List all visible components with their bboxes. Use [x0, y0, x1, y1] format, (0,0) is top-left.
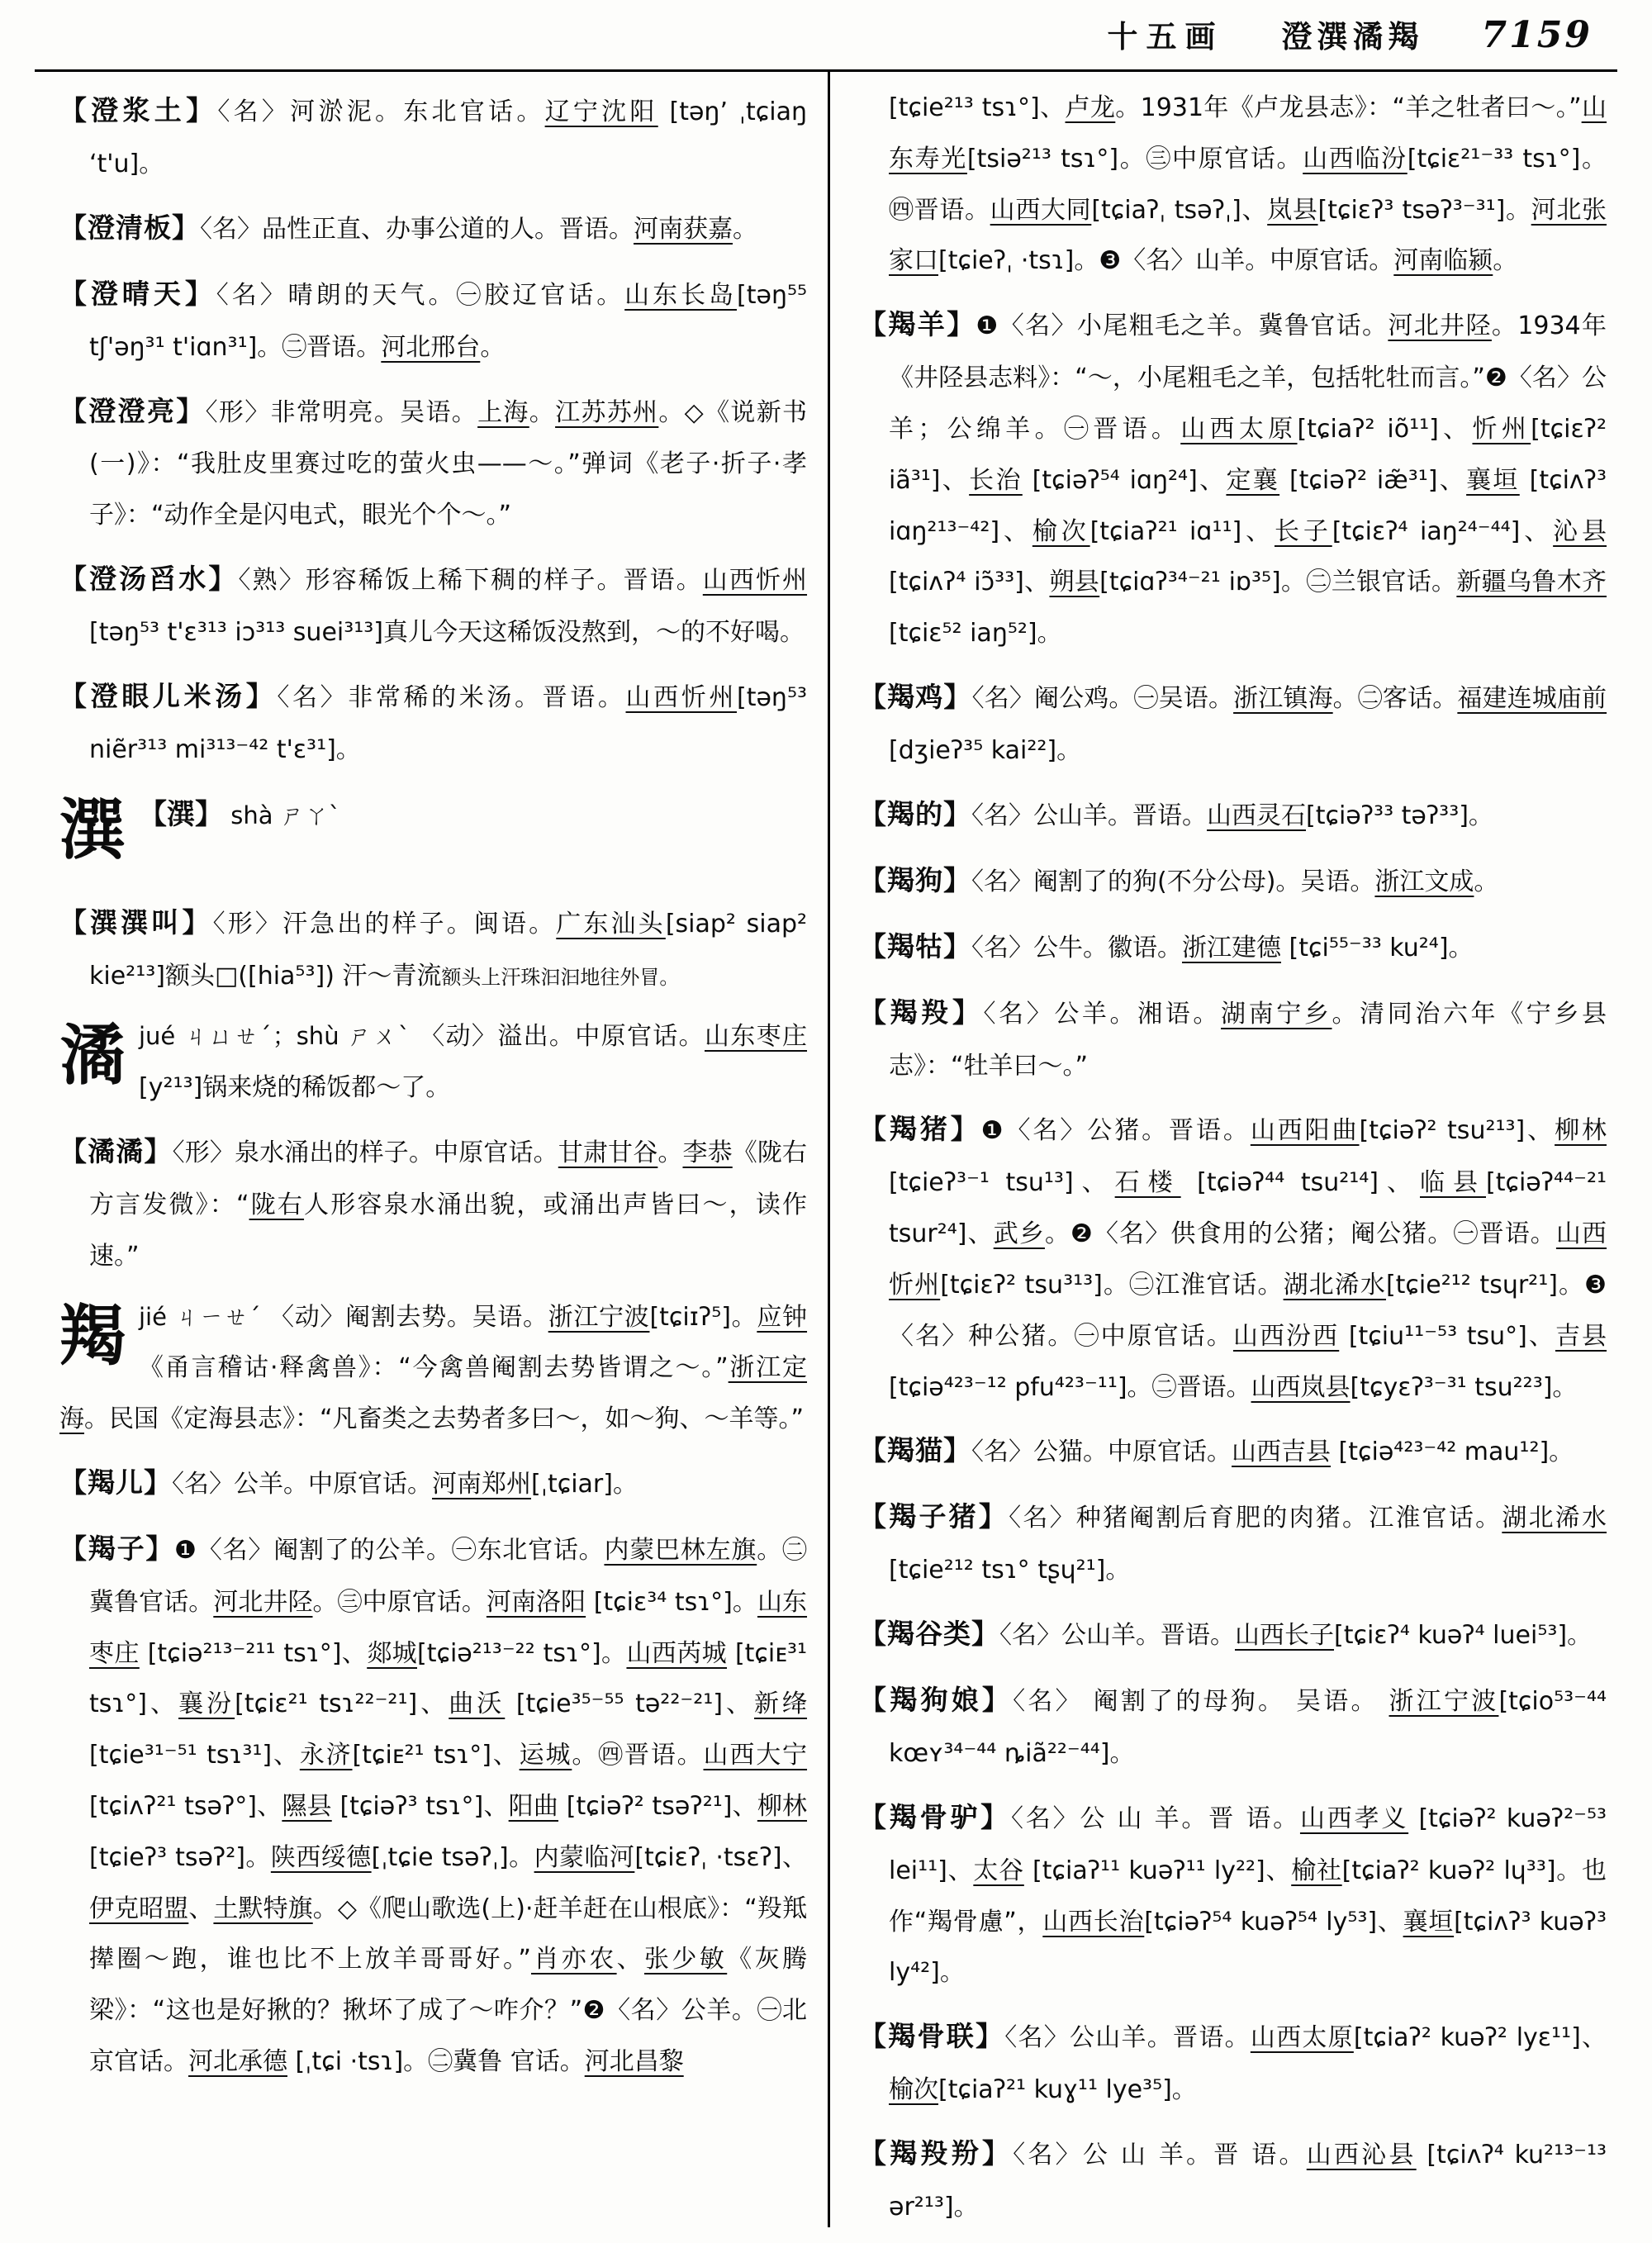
- entry-text: [tɕiɛʔ² tsu³¹³]。㊁江淮官话。: [940, 1270, 1284, 1300]
- entry-text: 〈名〉公山羊。晋语。: [971, 801, 1207, 830]
- proper-noun: 山西岚县: [1251, 1372, 1351, 1402]
- proper-noun: 甘肃甘谷: [558, 1138, 658, 1167]
- proper-noun: 土默特旗: [213, 1894, 313, 1923]
- proper-noun: 山西忻州: [625, 682, 737, 712]
- entry-text: 。: [529, 397, 556, 427]
- entry-text: 。民国《定海县志》：“凡畜类之去势者多曰～，如～狗、～羊等。”: [84, 1404, 805, 1434]
- proper-noun: 广东汕头: [556, 909, 666, 939]
- entry-text: [tɕie²¹³ tsɿ°]、: [889, 93, 1066, 122]
- entry-text: 。㊃晋语。: [572, 1741, 704, 1770]
- proper-noun: 山西太原: [1180, 414, 1298, 444]
- entry-text: [tɕiaʔ² kuəʔ² lɥ³³]。也作“羯骨慮”，: [889, 1856, 1607, 1936]
- proper-noun: 忻州: [1472, 414, 1531, 444]
- entry-text: [tɕiu¹¹⁻⁵³ tsu°]、: [1339, 1321, 1555, 1351]
- dictionary-entry: [859, 786, 1607, 843]
- proper-noun: 永济: [299, 1741, 353, 1770]
- entry-text: [tɕiɪʔ⁵]。: [649, 1302, 757, 1332]
- column-divider-rule: [828, 71, 830, 2227]
- dictionary-entry: [59, 668, 807, 776]
- headword: 【羯骨驴】: [859, 1800, 1011, 1833]
- proper-noun: 柳林: [757, 1792, 808, 1822]
- proper-noun: 陕西绥德: [270, 1842, 372, 1872]
- proper-noun: 河南获嘉: [634, 214, 733, 244]
- head-character-entry: [59, 1292, 807, 1445]
- proper-noun: 河南郑州: [432, 1469, 531, 1499]
- entry-text: [tɕiᴇ²¹ tsɿ°]、: [352, 1741, 520, 1770]
- entry-text: [tɕiɑʔ³⁴⁻²¹ iɒ³⁵]。㊁兰银官话。: [1099, 568, 1457, 597]
- entry-text: [tɕiəʔ² tsu²¹³]、: [1359, 1116, 1555, 1146]
- dictionary-entry: [59, 383, 807, 542]
- entry-text: 。1934年《井陉县志料》：“～，小尾粗毛之羊，包括牝牡而言。”❷〈名〉公羊；公绵羊。㊀晋语。: [889, 311, 1607, 444]
- headword: 【羯狗】: [859, 863, 971, 896]
- entry-text: [tɕiɛ²¹⁻³³ tsɿ°]。㊃晋语。: [889, 144, 1607, 225]
- proper-noun: 沁县: [1553, 516, 1607, 546]
- entry-text: [tɕie²¹² tsɿ° tʂɥ²¹]。: [889, 1556, 1131, 1585]
- entry-text: [tɕyɛʔ³⁻³¹ tsu²²³]。: [1350, 1372, 1578, 1402]
- proper-noun: 运城: [519, 1741, 572, 1770]
- entry-text: [təŋ⁵⁵ tʃ'əŋ³¹ t'iɑn³¹]。㊁晋语。: [89, 280, 808, 362]
- entry-text: 〈名〉品性正直、办事公道的人。晋语。: [200, 214, 634, 244]
- entry-text: [tɕiə²¹³⁻²² tsɿ°]。: [417, 1638, 627, 1668]
- header-rule: [35, 69, 1617, 72]
- dictionary-entry: [859, 985, 1607, 1092]
- page-number: 7159: [1481, 14, 1593, 56]
- entry-text: 〈形〉泉水涌出的样子。中原官话。: [172, 1138, 558, 1167]
- entry-text: 《灰腾梁》：“这也是好揪的？揪坏了成了～咋介？”❷〈名〉公羊。㊀北京官话。: [89, 1945, 808, 2077]
- headword: 【羯猫】: [859, 1434, 971, 1467]
- dictionary-entry: [859, 83, 1607, 287]
- proper-noun: 榆次: [1032, 516, 1090, 546]
- proper-noun: 浙江建德: [1182, 933, 1281, 962]
- entry-text: [ˌtɕie tsəʔˌ]。: [371, 1842, 534, 1872]
- headword: 【羯骨联】: [859, 2020, 1005, 2053]
- proper-noun: 山西灵石: [1207, 801, 1306, 830]
- entry-text: 〈名〉河淤泥。东北官话。: [217, 97, 545, 126]
- proper-noun: 湖北浠水: [1283, 1270, 1386, 1300]
- headword: 【羯子猪】: [859, 1500, 1009, 1533]
- entry-text: 。㊁冀鲁官话。: [89, 1535, 807, 1617]
- proper-noun: 隰县: [282, 1792, 332, 1822]
- entry-text: [tɕiəʔ⁵⁴ iɑŋ²⁴]、: [1022, 465, 1227, 495]
- proper-noun: 浙江镇海: [1233, 683, 1333, 713]
- entry-text: 。: [733, 214, 757, 244]
- proper-noun: 山西吉县: [1232, 1438, 1331, 1467]
- entry-text: [tɕieʔˌ ·tsɿ]。❸〈名〉山羊。中原官话。: [938, 246, 1394, 276]
- entry-text: [tɕiɛʔ⁴ iaŋ²⁴⁻⁴⁴]、: [1332, 516, 1554, 546]
- entry-text: 〈名〉公羊。中原官话。: [172, 1469, 432, 1499]
- entry-text: 〈形〉汗急出的样子。闽语。: [212, 909, 557, 939]
- headword: 【羯羖羒】: [859, 2136, 1014, 2169]
- entry-text: 。◇《爬山歌选(上)·赶羊赶在山根底》：“羖羝撵圈～跑，谁也比不上放羊哥哥好。”: [89, 1894, 808, 1975]
- headword: 【羯牯】: [859, 929, 971, 962]
- entry-text: [tɕiəʔ³³ təʔ³³]。: [1306, 801, 1493, 830]
- proper-noun: 浙江宁波: [1389, 1687, 1499, 1717]
- entry-text: 〈动〉阉割去势。吴语。: [269, 1302, 548, 1332]
- dictionary-entry: [859, 1672, 1607, 1780]
- entry-text: [tɕiəʔ⁴⁴ tsu²¹⁴]、: [1180, 1168, 1420, 1198]
- headword: 【羯猪】: [859, 1113, 981, 1146]
- proper-noun: 河北张家口: [889, 195, 1607, 276]
- entry-text: [tɕi⁵⁵⁻³³ ku²⁴]。: [1281, 933, 1474, 962]
- dictionary-entry: [859, 1423, 1607, 1479]
- proper-noun: 浙江定海: [59, 1353, 808, 1434]
- entry-text: 、: [616, 1945, 644, 1975]
- dictionary-entry: [859, 1101, 1607, 1413]
- headword: 【羯子】: [59, 1532, 175, 1565]
- proper-noun: 李恭: [682, 1138, 733, 1167]
- entry-text: [tɕiaʔˌ tsəʔˌ]、: [1091, 195, 1268, 225]
- dictionary-entry: [859, 919, 1607, 975]
- column-left: [59, 83, 807, 2098]
- proper-noun: 长子: [1274, 516, 1332, 546]
- proper-noun: 江苏苏州: [555, 397, 659, 427]
- entry-text: [tɕiəʔ² kuəʔ²⁻⁵³ lei¹¹]、: [889, 1803, 1607, 1885]
- entry-text: 。❷〈名〉供食用的公猪；阉公猪。㊀晋语。: [1044, 1219, 1556, 1249]
- proper-noun: 肖亦农: [530, 1945, 617, 1975]
- head-character-entry: [59, 786, 807, 885]
- dictionary-entry: [59, 266, 807, 373]
- head-character: 羯: [59, 1297, 126, 1375]
- proper-noun: 襄垣: [1466, 465, 1520, 495]
- proper-noun: 河南临颍: [1393, 246, 1493, 276]
- entry-text: 〈名〉公 山 羊。晋 语。: [1013, 2140, 1307, 2169]
- dictionary-entry: [59, 551, 807, 658]
- proper-noun: 山西太原: [1250, 2023, 1354, 2053]
- entry-text: [tsiə²¹³ tsɿ°]。㊂中原官话。: [966, 144, 1303, 173]
- entry-text: [tɕiɛʔ² iã³¹]、: [889, 414, 1607, 495]
- proper-noun: 曲沃: [449, 1689, 506, 1719]
- proper-noun: 卢龙: [1065, 93, 1116, 122]
- entry-text: [təŋ⁵³ t'ɛ³¹³ iɔ³¹³ suei³¹³]真儿今天这稀饭没熬到，～的不好喝。: [89, 618, 805, 648]
- proper-noun: 武乡: [993, 1219, 1045, 1249]
- proper-noun: 山西孝义: [1299, 1803, 1409, 1833]
- headword: 【羯羊】: [859, 308, 976, 341]
- entry-text: [tɕio⁵³⁻⁴⁴ kœʏ³⁴⁻⁴⁴ ȵiã²²⁻⁴⁴]。: [889, 1687, 1607, 1768]
- entry-text: [tɕiəʔ⁴⁴⁻²¹ tsur²⁴]、: [889, 1168, 1607, 1249]
- entry-text: 〈名〉公 山 羊。晋 语。: [1010, 1803, 1300, 1833]
- entry-text: [tɕiɛ⁵² iaŋ⁵²]。: [889, 619, 1062, 649]
- proper-noun: 岚县: [1267, 195, 1318, 225]
- entry-text: [dʒieʔ³⁵ kai²²]。: [889, 735, 1082, 765]
- entry-text: 《陇右方言发微》：“: [89, 1138, 808, 1219]
- entry-text: 〈名〉种猪阉割后育肥的肉猪。江淮官话。: [1009, 1504, 1502, 1533]
- entry-text: 。㊂中原官话。: [312, 1587, 487, 1617]
- proper-noun: 内蒙巴林左旗: [604, 1535, 757, 1565]
- head-character-entry: [59, 1011, 807, 1114]
- entry-text: jié ㄐㄧㄝˊ: [139, 1302, 270, 1331]
- entry-text: 【潠】: [139, 797, 223, 831]
- proper-noun: 山西长子: [1235, 1621, 1334, 1651]
- proper-noun: 山西大同: [990, 195, 1092, 225]
- entry-text: [tɕiɛʔ³ tsəʔ³⁻³¹]。: [1317, 195, 1531, 225]
- entry-text: [tɕie³¹⁻⁵¹ tsɿ³¹]、: [89, 1741, 300, 1770]
- entry-text: [siap² siap² kie²¹³]额头□([hia⁵³]) 汗～青流: [89, 909, 808, 991]
- entry-text: 〈名〉阉公鸡。㊀吴语。: [971, 683, 1234, 713]
- entry-text: 。: [1474, 867, 1499, 896]
- proper-noun: 山东枣庄: [704, 1022, 808, 1052]
- entry-text: [tɕiʌʔ⁴ iɔ̃³³]、: [889, 568, 1050, 597]
- headword: 【羯的】: [859, 797, 971, 830]
- entry-text: 额头上汗珠汩汩地往外冒。: [441, 965, 680, 989]
- proper-noun: 郯城: [367, 1638, 417, 1668]
- entry-text: [tɕiɛ³⁴ tsɿ°]。: [586, 1587, 757, 1617]
- proper-noun: 山东枣庄: [89, 1587, 808, 1668]
- entry-text: [tɕiaʔ²¹ kuɣ¹¹ lye³⁵]。: [938, 2075, 1197, 2105]
- dictionary-entry: [859, 1489, 1607, 1596]
- proper-noun: 山西长治: [1042, 1907, 1145, 1936]
- entry-text: [tɕiəʔ² tsəʔ²¹]、: [558, 1792, 757, 1822]
- headword: 【羯狗娘】: [859, 1684, 1014, 1717]
- proper-noun: 山西大宁: [703, 1741, 808, 1770]
- entry-text: [ˌtɕiar]。: [531, 1469, 638, 1499]
- head-character: 潏: [59, 1017, 126, 1095]
- entry-text: [tɕiɛʔˌ ·tsɛʔ]、: [634, 1842, 807, 1872]
- proper-noun: 山东寿光: [889, 93, 1607, 173]
- entry-text: 。: [1493, 246, 1518, 276]
- proper-noun: 阳曲: [508, 1792, 559, 1822]
- entry-text: [tɕiəʔ² iæ̃³¹]、: [1279, 465, 1467, 495]
- proper-noun: 定襄: [1226, 465, 1280, 495]
- proper-noun: 山西临汾: [1303, 144, 1408, 173]
- headword: 【澄眼儿米汤】: [59, 679, 278, 712]
- proper-noun: 福建连城庙前: [1457, 683, 1607, 713]
- entry-text: [təŋʼ ˌtɕiaŋ ʻt'u]。: [89, 97, 808, 178]
- entry-text: 〈名〉阉割了的狗(不分公母)。吴语。: [971, 867, 1375, 896]
- headword: 【羯鸡】: [859, 680, 972, 713]
- stroke-section-label: 十五画: [1107, 19, 1224, 55]
- entry-text: 〈名〉公羊。湘语。: [983, 999, 1222, 1029]
- entry-text: [tɕie³⁵⁻⁵⁵ tə²²⁻²¹]、: [505, 1689, 754, 1719]
- entry-text: [tɕiə⁴²³⁻¹² pfu⁴²³⁻¹¹]。㊁晋语。: [889, 1372, 1251, 1402]
- page-header: [743, 12, 1593, 56]
- proper-noun: 河北昌黎: [584, 2047, 684, 2077]
- proper-noun: 伊克昭盟: [89, 1894, 189, 1923]
- headword: 【澄汤舀水】: [59, 563, 239, 596]
- entry-text: [ˌtɕi ·tsɿ]。㊁冀鲁 官话。: [287, 2047, 585, 2077]
- entry-text: 〈名〉公猫。中原官话。: [971, 1438, 1232, 1467]
- proper-noun: 陇右: [249, 1190, 305, 1219]
- entry-text: [tɕiaʔ² kuəʔ² lyɛ¹¹]、: [1353, 2023, 1607, 2053]
- headword: 【澄清板】: [59, 211, 200, 244]
- entry-text: [tɕiʌʔ³ iɑŋ²¹³⁻⁴²]、: [889, 465, 1607, 546]
- proper-noun: 河北井陉: [1388, 311, 1492, 341]
- entry-text: 人形容泉水涌出貌，或涌出声皆曰～，读作速。”: [89, 1190, 808, 1271]
- entry-text: shà ㄕㄚˋ: [223, 801, 341, 829]
- entry-text: 〈名〉公牛。徽语。: [971, 933, 1182, 962]
- proper-noun: 榆社: [1291, 1856, 1342, 1885]
- entry-text: 《甬言稽诂·释禽兽》：“今禽兽阉割去势皆谓之～。”: [139, 1353, 729, 1383]
- headword: 【澄浆土】: [59, 94, 218, 126]
- entry-text: [tɕiʌʔ⁴ ku²¹³⁻¹³ ər²¹³]。: [889, 2140, 1607, 2222]
- proper-noun: 吉县: [1555, 1321, 1607, 1351]
- entry-text: [tɕie²¹² tsɥr²¹]。❸〈名〉种公猪。㊀中原官话。: [889, 1270, 1607, 1351]
- proper-noun: 山西忻州: [702, 566, 808, 596]
- entry-text: 〈名〉晴朗的天气。㊀胶辽官话。: [216, 280, 625, 310]
- proper-noun: 辽宁沈阳: [544, 97, 658, 126]
- proper-noun: 内蒙临河: [534, 1842, 635, 1872]
- entry-text: 〈名〉公山羊。晋语。: [999, 1621, 1235, 1651]
- dictionary-entry: [59, 1455, 807, 1511]
- entry-text: 〈名〉非常稀的米汤。晋语。: [277, 682, 626, 712]
- proper-noun: 襄汾: [178, 1689, 235, 1719]
- dictionary-entry: [59, 200, 807, 256]
- proper-noun: 新疆乌鲁木齐: [1456, 568, 1607, 597]
- proper-noun: 山西沁县: [1306, 2140, 1417, 2169]
- dictionary-entry: [859, 2126, 1607, 2233]
- proper-noun: 应钟: [757, 1302, 808, 1332]
- dictionary-entry: [59, 895, 807, 1002]
- proper-noun: 河南洛阳: [486, 1587, 586, 1617]
- entry-text: 、: [188, 1894, 214, 1923]
- proper-noun: 山西阳曲: [1250, 1116, 1360, 1146]
- entry-text: 。: [657, 1138, 683, 1167]
- proper-noun: 新绛: [754, 1689, 808, 1719]
- entry-text: [tɕiə⁴²³⁻⁴² mau¹²]。: [1331, 1438, 1574, 1467]
- proper-noun: 浙江宁波: [548, 1302, 650, 1332]
- entry-text: 。清同治六年《宁乡县志》：“牡羊曰～。”: [889, 999, 1607, 1081]
- entry-text: ❶〈名〉阉割了的公羊。㊀东北官话。: [174, 1535, 605, 1565]
- entry-text: ❶〈名〉小尾粗毛之羊。冀鲁官话。: [976, 311, 1389, 341]
- entry-text: [tɕiʌʔ²¹ tsəʔ°]、: [89, 1792, 282, 1822]
- proper-noun: 榆次: [889, 2075, 938, 2105]
- entry-text: jué ㄐㄩㄝˊ；shù ㄕㄨˋ: [139, 1022, 420, 1051]
- proper-noun: 河北邢台: [381, 332, 481, 362]
- entry-text: 〈形〉非常明亮。吴语。: [205, 397, 478, 427]
- entry-text: 〈熟〉形容稀饭上稀下稠的样子。晋语。: [238, 566, 703, 596]
- proper-noun: 山西芮城: [626, 1638, 728, 1668]
- head-characters-label: 澄潠潏羯: [1281, 19, 1424, 55]
- entry-text: 。: [480, 332, 506, 362]
- entry-text: [tɕiəʔ³ tsɿ°]、: [331, 1792, 509, 1822]
- proper-noun: 河北承德: [188, 2047, 287, 2077]
- proper-noun: 山西汾西: [1232, 1321, 1340, 1351]
- headword: 【羯谷类】: [859, 1618, 999, 1651]
- proper-noun: 浙江文成: [1374, 867, 1474, 896]
- entry-text: [tɕieʔ³⁻¹ tsu¹³]、: [889, 1168, 1115, 1198]
- entry-text: 〈名〉公山羊。晋语。: [1004, 2023, 1251, 2053]
- proper-noun: 上海: [477, 397, 529, 427]
- entry-text: 。1931年《卢龙县志》：“羊之牡者曰～。”: [1115, 93, 1582, 122]
- proper-noun: 湖南宁乡: [1221, 999, 1332, 1029]
- proper-noun: 襄垣: [1403, 1907, 1455, 1936]
- proper-noun: 太谷: [973, 1856, 1024, 1885]
- entry-text: [tɕiɛ²¹ tsɿ²²⁻²¹]、: [235, 1689, 449, 1719]
- dictionary-entry: [59, 83, 807, 190]
- proper-noun: 湖北浠水: [1502, 1504, 1607, 1533]
- entry-text: [tɕiaʔ² iõ¹¹]、: [1297, 414, 1473, 444]
- entry-text: [tɕiaʔ¹¹ kuəʔ¹¹ ly²²]、: [1023, 1856, 1292, 1885]
- entry-text: [y²¹³]锅来烧的稀饭都～了。: [139, 1073, 451, 1103]
- dictionary-entry: [859, 853, 1607, 909]
- proper-noun: 长治: [969, 465, 1023, 495]
- proper-noun: 张少敏: [644, 1945, 728, 1975]
- entry-text: [tɕiə²¹³⁻²¹¹ tsɿ°]、: [139, 1638, 368, 1668]
- entry-text: [tɕiaʔ²¹ iɑ¹¹]、: [1089, 516, 1275, 546]
- dictionary-entry: [859, 1789, 1607, 1998]
- dictionary-entry: [59, 1521, 807, 2088]
- entry-text: 。㊁客话。: [1332, 683, 1458, 713]
- dictionary-entry: [859, 1606, 1607, 1662]
- headword: 【潏潏】: [59, 1134, 173, 1167]
- headword: 【澄澄亮】: [59, 394, 206, 427]
- proper-noun: 朔县: [1049, 568, 1100, 597]
- entry-text: [tɕiʌʔ³ kuəʔ³ ly⁴²]。: [889, 1907, 1607, 1988]
- entry-text: [tɕieʔ³ tsəʔ²]。: [89, 1842, 271, 1872]
- headword: 【潠潠叫】: [59, 905, 213, 939]
- column-right: [859, 83, 1607, 2243]
- entry-text: [tɕiᴇ³¹ tsɿ°]、: [89, 1638, 808, 1719]
- dictionary-entry: [859, 2008, 1607, 2116]
- proper-noun: 山西忻州: [889, 1219, 1607, 1300]
- dictionary-entry: [59, 1124, 807, 1282]
- proper-noun: 河北井陉: [213, 1587, 313, 1617]
- proper-noun: 临县: [1420, 1168, 1486, 1198]
- proper-noun: 石楼: [1114, 1168, 1181, 1198]
- entry-text: 〈名〉 阉割了的母狗。 吴语。: [1013, 1687, 1389, 1717]
- entry-text: [tɕiɛʔ⁴ kuəʔ⁴ luei⁵³]。: [1334, 1621, 1593, 1651]
- headword: 【羯羖】: [859, 996, 984, 1029]
- entry-text: [tɕiəʔ⁵⁴ kuəʔ⁵⁴ ly⁵³]、: [1144, 1907, 1403, 1936]
- entry-text: [təŋ⁵³ niẽr³¹³ mi³¹³⁻⁴² t'ɛ³¹]。: [89, 682, 807, 764]
- headword: 【澄晴天】: [59, 277, 216, 310]
- entry-text: 〈动〉溢出。中原官话。: [420, 1022, 705, 1052]
- entry-text: ❶〈名〉公猪。晋语。: [980, 1116, 1251, 1146]
- head-character: 潠: [59, 791, 126, 868]
- dictionary-entry: [859, 669, 1607, 777]
- entry-text: 。◇《说新书(一)》：“我肚皮里赛过吃的萤火虫——～。”弹词《老子·折子·孝子》：“动作全是闪电式，眼光个个～。”: [89, 397, 808, 530]
- dictionary-entry: [859, 297, 1607, 659]
- headword: 【羯儿】: [59, 1466, 172, 1499]
- proper-noun: 柳林: [1555, 1116, 1607, 1146]
- proper-noun: 山东长岛: [624, 280, 738, 310]
